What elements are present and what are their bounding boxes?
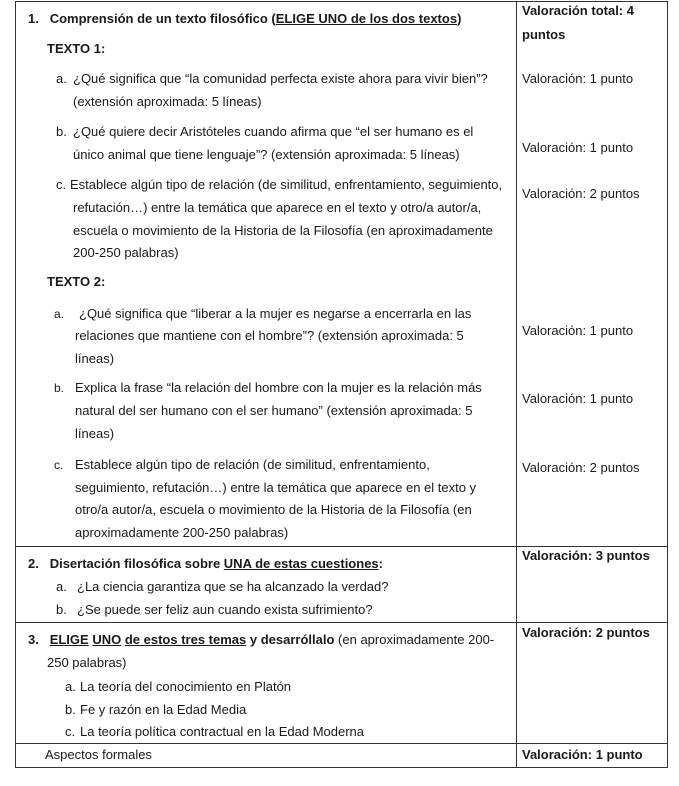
score: Valoración: 1 punto bbox=[522, 323, 634, 338]
score: Valoración: 1 punto bbox=[522, 391, 634, 406]
formal-aspects-label: Aspectos formales bbox=[45, 747, 152, 762]
column-divider bbox=[516, 2, 517, 767]
score: Valoración: 2 puntos bbox=[522, 186, 640, 201]
score: Valoración: 1 punto bbox=[522, 71, 634, 86]
section3-score: Valoración: 2 puntos bbox=[522, 625, 650, 640]
section1-title: 1. Comprensión de un texto filosófico (ELIGE UNO de los dos textos) bbox=[28, 11, 462, 26]
row-divider-2 bbox=[16, 622, 667, 623]
formal-aspects-score: Valoración: 1 punto bbox=[522, 747, 643, 762]
text2-heading: TEXTO 2: bbox=[47, 274, 106, 289]
section3-title-line2: 250 palabras) bbox=[47, 655, 127, 670]
exam-table: 1. Comprensión de un texto filosófico (ELIGE UNO de los dos textos) Valoración total: 4 puntos TEXTO 1: a. ¿Qué significa que “la comunidad perfecta existe ahora para vivir bien”? (extensión aproximada: 5 líneas) Valoración: 1 punto b. ¿Qué quiere decir Aristóteles cuando afirma que “el ser humano es el único animal que tiene lenguaje”? (extensión aproximada: 5 líneas) Valoración: 1 punto c. Establece algún tipo de relación (de similitud, enfrentamiento, seguimiento, refutación…) entre la temática que aparece en el texto y otro/a autor/a, escuela o movimiento de la Historia de la Filosofía (en aproximadamente 200-250 palabras) Valoración: 2 puntos TEXTO 2: a. ¿Qué significa que “liberar a la mujer es negarse a encerrarla en las relaciones que mantiene con el hombre”? (extensión aproximada: 5 líneas) Valoración: 1 punto b. Explica la frase “la relación del hombre con la mujer es la relación más natural del ser humano con el ser humano” (extensión aproximada: 5 líneas) Valoración: 1 punto c. Establece algún tipo de relación (de similitud, enfrentamiento, seguimiento, refutación…) entre la temática que aparece en el texto y otro/a autor/a, escuela o movimiento de la Historia de la Filosofía (en aproximadamente 200-250 palabras) Valoración: 2 puntos 2. Disertación filosófica sobre UNA de estas cuestiones: Valoración: 3 puntos a. ¿La ciencia garantiza que se ha alcanzado la verdad? b. ¿Se puede ser feliz aun cuando exista sufrimiento? 3. ELIGE UNO de estos tres temas y desarróllalo (en aproximadamente 200- 250 palabras) Valoración: 2 puntos a. La teoría del conocimiento en Platón b. Fe y razón en la Edad Media c. La teoría política contractual en la Edad Moderna Aspectos formales Valoración: 1 punto bbox=[15, 1, 668, 768]
section3-title: 3. ELIGE UNO de estos tres temas y desarróllalo (en aproximadamente 200- bbox=[28, 632, 495, 647]
row-divider-3 bbox=[16, 743, 667, 744]
section2-title: 2. Disertación filosófica sobre UNA de estas cuestiones: bbox=[28, 556, 383, 571]
section2-score: Valoración: 3 puntos bbox=[522, 548, 650, 563]
text1-heading: TEXTO 1: bbox=[47, 41, 106, 56]
score: Valoración: 1 punto bbox=[522, 140, 634, 155]
score: Valoración: 2 puntos bbox=[522, 460, 640, 475]
row-divider-1 bbox=[16, 546, 667, 547]
section1-total-score: Valoración total: 4 puntos bbox=[522, 3, 634, 42]
